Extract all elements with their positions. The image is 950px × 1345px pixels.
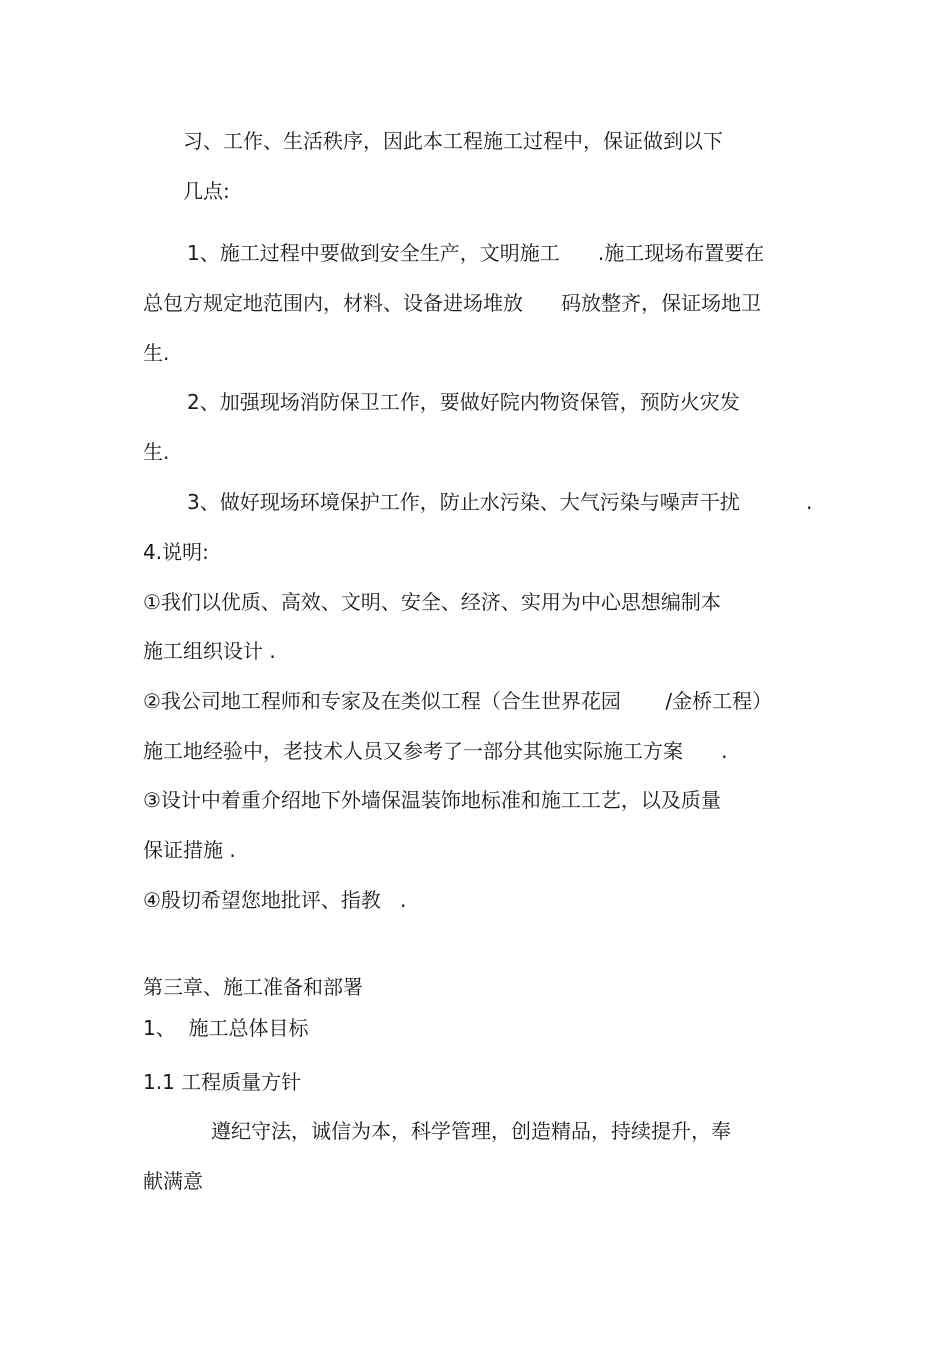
text-line-6: 2、加强现场消防保卫工作，要做好院内物资保管，预防火灾发	[187, 390, 740, 414]
text-line-9: 4.说明:	[143, 540, 209, 564]
text-line-11: 施工组织设计 .	[143, 639, 276, 663]
text-line-8-period: .	[806, 490, 813, 514]
text-line-10: ①我们以优质、高效、文明、安全、经济、实用为中心思想编制本	[143, 590, 721, 614]
text-line-8: 3、做好现场环境保护工作，防止水污染、大气污染与噪声干扰	[187, 490, 740, 514]
subsection-heading: 1.1 工程质量方针	[143, 1070, 302, 1094]
text-line-17: 遵纪守法，诚信为本，科学管理，创造精品，持续提升，奉	[211, 1119, 731, 1143]
text-line-2: 几点:	[183, 179, 230, 203]
text-line-4: 总包方规定地范围内，材料、设备进场堆放 码放整齐，保证场地卫	[143, 291, 762, 315]
text-line-15: 保证措施 .	[143, 838, 236, 862]
text-line-14: ③设计中着重介绍地下外墙保温装饰地标准和施工工艺，以及质量	[143, 788, 721, 812]
text-line-5: 生.	[143, 341, 170, 365]
text-line-18: 献满意	[143, 1169, 203, 1193]
text-line-7: 生.	[143, 440, 170, 464]
text-line-12: ②我公司地工程师和专家及在类似工程（合生世界花园 /金桥工程）	[143, 689, 773, 713]
text-line-1: 习、工作、生活秩序，因此本工程施工过程中，保证做到以下	[183, 129, 723, 153]
text-line-13: 施工地经验中，老技术人员又参考了一部分其他实际施工方案 .	[143, 739, 728, 763]
text-line-16: ④殷切希望您地批评、指教 .	[143, 888, 407, 912]
chapter-heading: 第三章、施工准备和部署	[143, 975, 363, 999]
text-line-3: 1、施工过程中要做到安全生产，文明施工 .施工现场布置要在	[187, 241, 765, 265]
section-heading: 1、 施工总体目标	[143, 1016, 309, 1040]
